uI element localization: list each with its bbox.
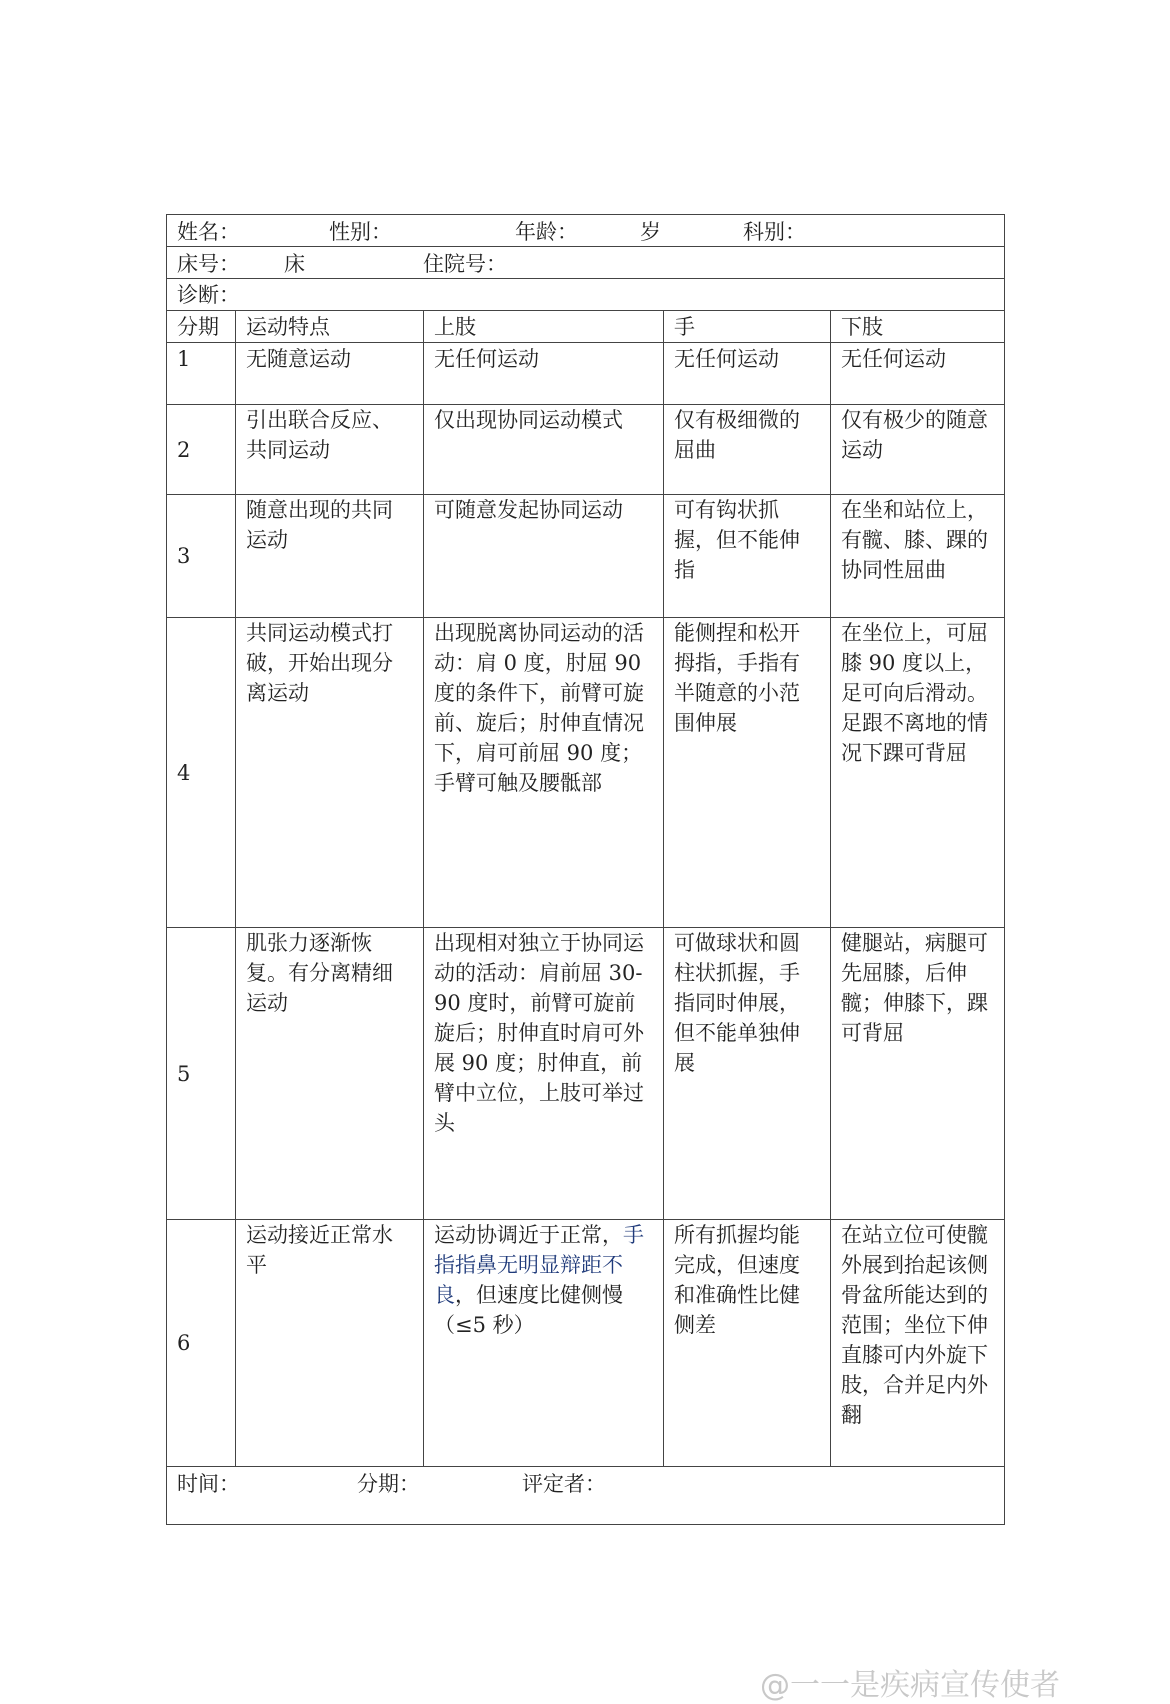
hand-cell: 所有抓握均能完成，但速度和准确性比健侧差 <box>664 1220 831 1467</box>
feature-cell: 共同运动模式打破，开始出现分离运动 <box>236 618 424 928</box>
table-row <box>167 495 1005 618</box>
lower-limb-cell: 在站立位可使髋外展到抬起该侧骨盆所能达到的范围；坐位下伸直膝可内外旋下肢，合并足内外翻 <box>831 1220 1005 1467</box>
lower-limb-cell: 仅有极少的随意运动 <box>831 405 1005 495</box>
hand-cell: 可有钩状抓握，但不能伸指 <box>664 495 831 618</box>
stage-cell: 4 <box>167 618 236 928</box>
bed-row <box>167 247 1005 279</box>
stage-cell: 1 <box>167 343 236 405</box>
bed-cell <box>167 247 1005 279</box>
col-stage-header: 分期 <box>167 311 236 343</box>
lower-limb-cell: 在坐位上，可屈膝 90 度以上，足可向后滑动。足跟不离地的情况下踝可背屈 <box>831 618 1005 928</box>
table-row <box>167 1220 1005 1467</box>
upper-limb-cell: 出现脱离协同运动的活动：肩 0 度，肘屈 90 度的条件下，前臂可旋前、旋后；肘伸直情况下，肩可前屈 90 度；手臂可触及腰骶部 <box>424 618 664 928</box>
age-label: 年龄： <box>515 220 578 244</box>
stage-cell: 3 <box>167 495 236 618</box>
upper-limb-cell <box>424 1220 664 1467</box>
column-header-row <box>167 311 1005 343</box>
name-label: 姓名： <box>177 220 240 244</box>
table-row <box>167 405 1005 495</box>
feature-cell: 肌张力逐渐恢复。有分离精细运动 <box>236 928 424 1220</box>
time-label: 时间： <box>177 1472 240 1496</box>
stage-cell: 5 <box>167 928 236 1220</box>
upper-limb-cell: 仅出现协同运动模式 <box>424 405 664 495</box>
table-row <box>167 618 1005 928</box>
feature-cell: 随意出现的共同运动 <box>236 495 424 618</box>
feature-cell: 运动接近正常水平 <box>236 1220 424 1467</box>
upper-limb-cell: 出现相对独立于协同运动的活动：肩前屈 30-90 度时，前臂可旋前旋后；肘伸直时肩可外展 90 度；肘伸直，前臂中立位，上肢可举过头 <box>424 928 664 1220</box>
feature-cell: 无随意运动 <box>236 343 424 405</box>
table-row <box>167 928 1005 1220</box>
admission-label: 住院号： <box>423 252 507 276</box>
upper-text-a: 运动协调近于正常， <box>434 1223 623 1247</box>
stage-cell: 2 <box>167 405 236 495</box>
sex-label: 性别： <box>329 220 392 244</box>
col-feature-header: 运动特点 <box>236 311 424 343</box>
diagnosis-label: 诊断： <box>177 283 240 307</box>
lower-limb-cell: 在坐和站位上，有髋、膝、踝的协同性屈曲 <box>831 495 1005 618</box>
footer-cell <box>167 1467 1005 1525</box>
col-upper-header: 上肢 <box>424 311 664 343</box>
hand-cell: 可做球状和圆柱状抓握，手指同时伸展，但不能单独伸展 <box>664 928 831 1220</box>
diagnosis-cell <box>167 279 1005 311</box>
assessor-label: 评定者： <box>522 1472 606 1496</box>
lower-limb-cell: 无任何运动 <box>831 343 1005 405</box>
col-lower-header: 下肢 <box>831 311 1005 343</box>
hand-cell: 仅有极细微的屈曲 <box>664 405 831 495</box>
dept-label: 科别： <box>743 220 806 244</box>
upper-text-c: ，但速度比健侧慢（≤5 秒） <box>434 1283 623 1337</box>
footer-stage-label: 分期： <box>357 1472 420 1496</box>
assessment-form <box>166 214 1005 1525</box>
age-unit: 岁 <box>640 220 661 244</box>
hand-cell: 能侧捏和松开拇指，手指有半随意的小范围伸展 <box>664 618 831 928</box>
col-hand-header: 手 <box>664 311 831 343</box>
upper-limb-cell: 可随意发起协同运动 <box>424 495 664 618</box>
patient-info-row <box>167 215 1005 247</box>
table-row <box>167 343 1005 405</box>
upper-text-highlight: 手指指鼻无明显辩距不良 <box>434 1223 644 1307</box>
lower-limb-cell: 健腿站，病腿可先屈膝，后伸髋；伸膝下，踝可背屈 <box>831 928 1005 1220</box>
hand-cell: 无任何运动 <box>664 343 831 405</box>
patient-info-cell <box>167 215 1005 247</box>
diagnosis-row <box>167 279 1005 311</box>
bed-label: 床号： <box>177 252 240 276</box>
watermark: @一一是疾病宣传使者 <box>760 1668 1060 1703</box>
feature-cell: 引出联合反应、共同运动 <box>236 405 424 495</box>
upper-limb-cell: 无任何运动 <box>424 343 664 405</box>
stage-cell: 6 <box>167 1220 236 1467</box>
bed-unit: 床 <box>284 252 305 276</box>
footer-row <box>167 1467 1005 1525</box>
